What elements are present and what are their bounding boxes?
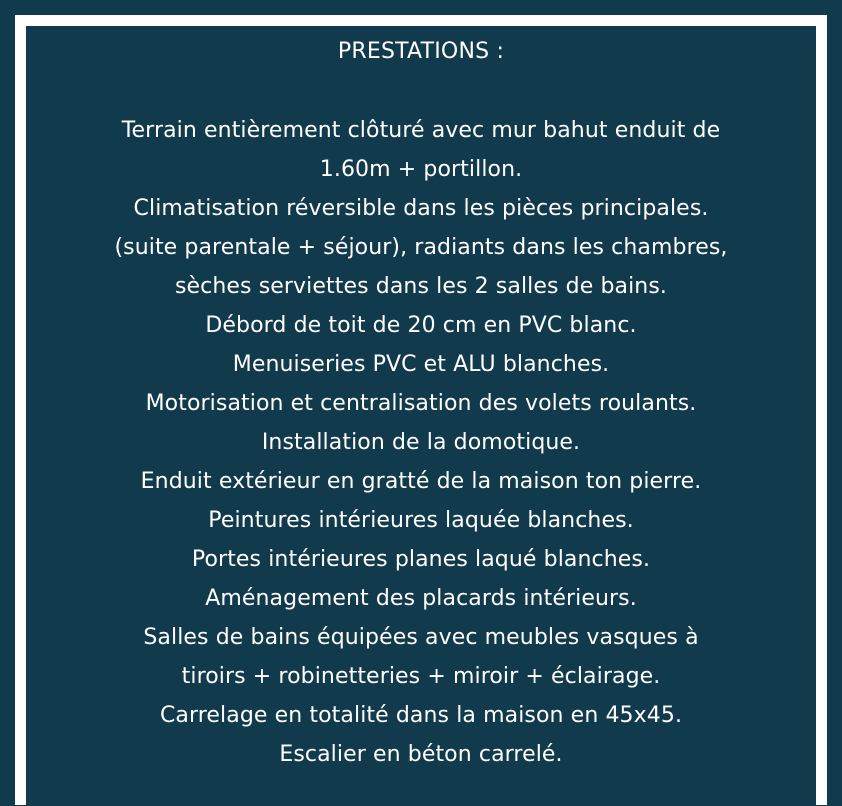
feature-line: (suite parentale + séjour), radiants dans les chambres, [114,235,728,260]
feature-line: Menuiseries PVC et ALU blanches. [232,352,610,377]
feature-line: Aménagement des placards intérieurs. [205,586,637,611]
feature-line: Motorisation et centralisation des volets roulants. [145,391,697,416]
feature-line: Escalier en béton carrelé. [279,742,563,767]
feature-line: 1.60m + portillon. [319,157,523,182]
feature-line: Climatisation réversible dans les pièces principales. [133,196,709,221]
feature-line: Terrain entièrement clôturé avec mur bahut enduit de [121,118,721,143]
feature-line: Débord de toit de 20 cm en PVC blanc. [205,313,637,338]
feature-line: Carrelage en totalité dans la maison en 45x45. [159,703,683,728]
feature-line: tiroirs + robinetteries + miroir + éclairage. [181,664,661,689]
prestations-panel [26,26,816,806]
feature-line: Portes intérieures planes laqué blanches. [191,547,651,572]
feature-line: Enduit extérieur en gratté de la maison ton pierre. [140,469,702,494]
feature-line: Installation de la domotique. [261,430,581,455]
feature-line: Salles de bains équipées avec meubles vasques à [143,625,699,650]
features-list [26,111,816,774]
section-title: PRESTATIONS : [337,39,505,64]
feature-line: sèches serviettes dans les 2 salles de bains. [174,274,668,299]
feature-line: Peintures intérieures laquée blanches. [208,508,634,533]
